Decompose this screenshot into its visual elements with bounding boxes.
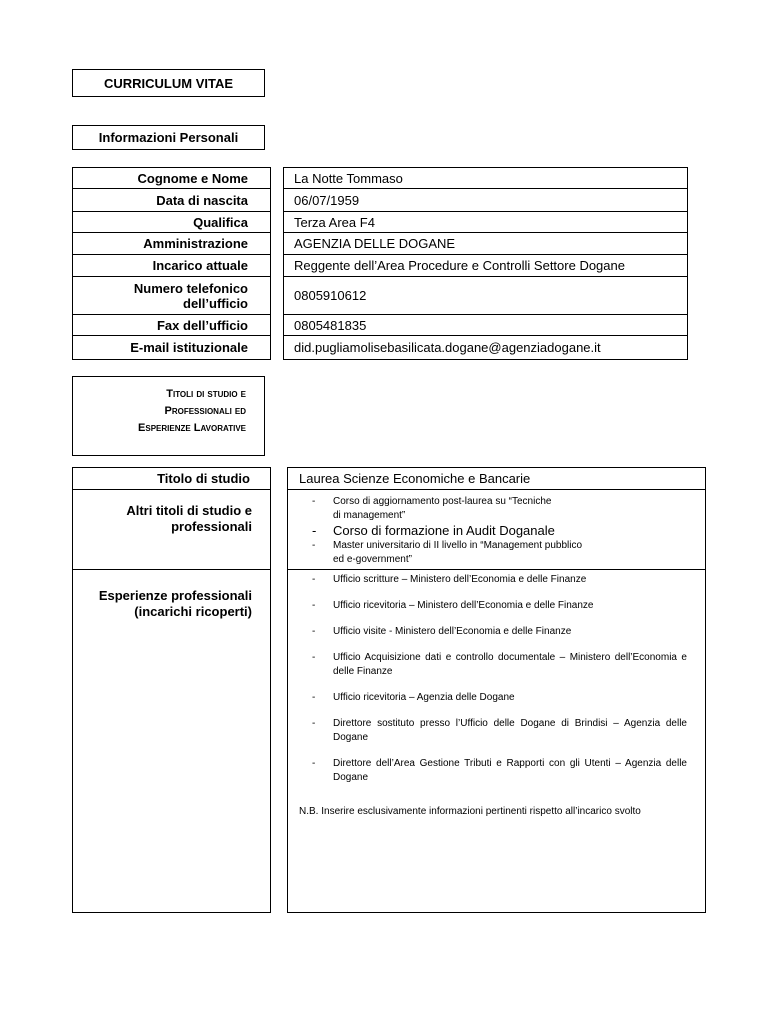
value-numero-telefonico: 0805910612 xyxy=(283,277,688,315)
titoli-heading-line3: Esperienze Lavorative xyxy=(138,422,246,434)
titoli-right-column xyxy=(287,467,706,913)
value-titolo-studio: Laurea Scienze Economiche e Bancarie xyxy=(299,471,531,486)
label-esperienze-line1: Esperienze professionali xyxy=(98,588,252,603)
dash-bullet: - xyxy=(312,574,316,585)
esperienza-item-4: Ufficio Acquisizione dati e controllo documentale – Ministero dell’Economia e delle Finanze xyxy=(333,652,687,677)
label-esperienze-line2: (incarichi ricoperti) xyxy=(134,604,252,619)
dash-bullet: - xyxy=(312,600,316,611)
altri-titoli-item-1-line1: Corso di aggiornamento post-laurea su “Tecniche xyxy=(333,496,552,507)
list-item xyxy=(288,691,705,705)
altri-titoli-list xyxy=(288,495,705,567)
label-cognome-nome: Cognome e Nome xyxy=(72,167,271,189)
altri-titoli-item-2-line1: Corso di formazione in Audit Doganale xyxy=(333,523,555,538)
dash-bullet: - xyxy=(312,692,316,703)
label-altri-titoli-line1: Altri titoli di studio e xyxy=(126,503,252,518)
altri-titoli-item-3-line2: ed e-government” xyxy=(333,554,412,565)
label-esperienze xyxy=(73,588,252,620)
label-fax: Fax dell’ufficio xyxy=(72,315,271,336)
personal-info-heading: Informazioni Personali xyxy=(98,130,239,145)
list-item xyxy=(288,495,705,523)
list-item xyxy=(288,651,705,679)
value-incarico-attuale: Reggente dell’Area Procedure e Controlli Settore Dogane xyxy=(283,255,688,277)
dash-bullet: - xyxy=(312,496,316,507)
list-item xyxy=(288,757,705,785)
value-cognome-nome: La Notte Tommaso xyxy=(283,167,688,189)
list-item xyxy=(288,573,705,587)
dash-bullet: - xyxy=(312,540,316,551)
esperienza-item-3: Ufficio visite - Ministero dell’Economia e delle Finanze xyxy=(333,626,572,637)
value-data-nascita: 06/07/1959 xyxy=(283,189,688,212)
dash-bullet: - xyxy=(312,718,316,729)
titoli-left-column xyxy=(72,467,271,913)
list-item xyxy=(288,625,705,639)
cv-title-box xyxy=(72,69,265,97)
label-altri-titoli-line2: professionali xyxy=(171,519,252,534)
esperienza-item-7: Direttore dell’Area Gestione Tributi e Rapporti con gli Utenti – Agenzia delle Dogane xyxy=(333,758,687,783)
label-amministrazione: Amministrazione xyxy=(72,233,271,255)
esperienza-item-5: Ufficio ricevitoria – Agenzia delle Dogane xyxy=(333,692,515,703)
right-divider-1 xyxy=(288,489,705,490)
esperienze-list xyxy=(288,573,705,797)
label-altri-titoli xyxy=(73,503,252,535)
left-divider-2 xyxy=(73,569,270,570)
dash-bullet: - xyxy=(312,626,316,637)
titoli-heading-line2: Professionali ed xyxy=(164,405,246,417)
list-item xyxy=(288,599,705,613)
label-email: E-mail istituzionale xyxy=(72,336,271,360)
label-data-nascita: Data di nascita xyxy=(72,189,271,212)
altri-titoli-item-3-line1: Master universitario di II livello in “Management pubblico xyxy=(333,540,583,551)
left-divider-1 xyxy=(73,489,270,490)
list-item xyxy=(288,717,705,745)
cv-title: CURRICULUM VITAE xyxy=(103,75,234,91)
esperienza-item-2: Ufficio ricevitoria – Ministero dell’Economia e delle Finanze xyxy=(333,600,594,611)
personal-info-heading-box xyxy=(72,125,265,150)
nb-note: N.B. Inserire esclusivamente informazioni pertinenti rispetto all’incarico svolto xyxy=(299,806,641,817)
dash-bullet: - xyxy=(312,758,316,769)
label-telefono-line1: Numero telefonico xyxy=(133,280,248,296)
list-item xyxy=(288,523,705,539)
dash-bullet: - xyxy=(312,523,317,538)
right-divider-2 xyxy=(288,569,705,570)
value-amministrazione: AGENZIA DELLE DOGANE xyxy=(283,233,688,255)
esperienza-item-6: Direttore sostituto presso l’Ufficio delle Dogane di Brindisi – Agenzia delle Dogane xyxy=(333,718,687,743)
label-incarico-attuale: Incarico attuale xyxy=(72,255,271,277)
value-qualifica: Terza Area F4 xyxy=(283,212,688,233)
dash-bullet: - xyxy=(312,652,316,663)
titoli-heading-line1: Titoli di studio e xyxy=(166,388,246,400)
esperienza-item-1: Ufficio scritture – Ministero dell’Economia e delle Finanze xyxy=(333,574,587,585)
altri-titoli-item-1-line2: di management” xyxy=(333,510,406,521)
list-item xyxy=(288,539,705,567)
value-email: did.pugliamolisebasilicata.dogane@agenziadogane.it xyxy=(283,336,688,360)
label-telefono-line2: dell’ufficio xyxy=(183,295,248,311)
titoli-heading-box xyxy=(72,376,265,456)
label-numero-telefonico xyxy=(72,277,271,315)
label-titolo-studio: Titolo di studio xyxy=(157,471,250,486)
value-fax: 0805481835 xyxy=(283,315,688,336)
label-qualifica: Qualifica xyxy=(72,212,271,233)
